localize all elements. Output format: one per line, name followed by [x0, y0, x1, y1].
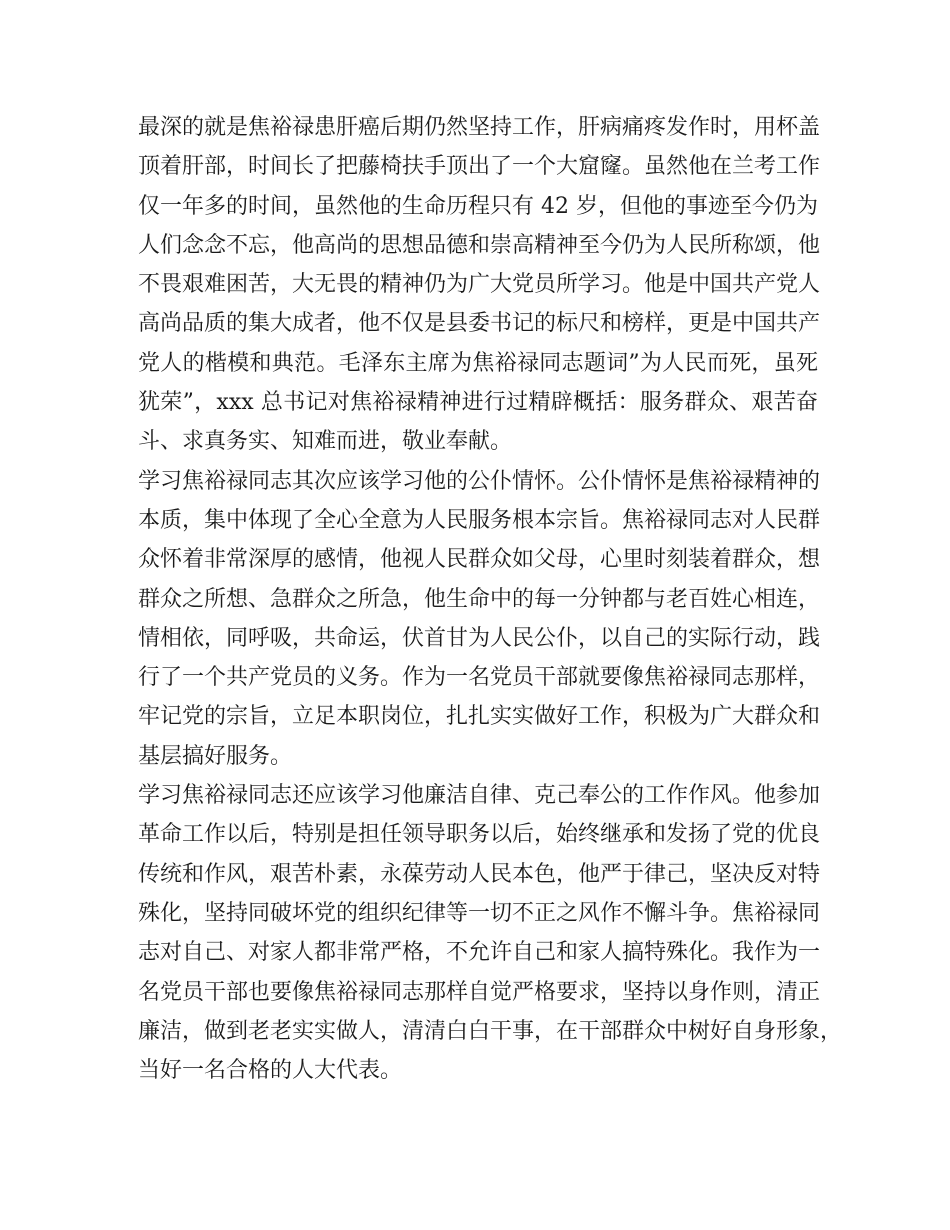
text-line: 廉洁，做到老老实实做人，清清白白干事，在干部群众中树好自身形象， [138, 1018, 843, 1044]
text-line: 顶着肝部，时间长了把藤椅扶手顶出了一个大窟窿。虽然他在兰考工作 [138, 154, 821, 180]
text-line: 学习焦裕禄同志还应该学习他廉洁自律、克己奉公的工作作风。他参加 [138, 783, 821, 809]
paragraph-end-line: 当好一名合格的人大代表。 [138, 1058, 403, 1084]
text-line: 众怀着非常深厚的感情，他视人民群众如父母，心里时刻装着群众，想 [138, 547, 821, 573]
text-line: 情相依，同呼吸，共命运，伏首甘为人民公仆，以自己的实际行动，践 [138, 625, 821, 651]
text-line: 犹荣”，xxx 总书记对焦裕禄精神进行过精辟概括：服务群众、艰苦奋 [138, 390, 818, 416]
text-line: 行了一个共产党员的义务。作为一名党员干部就要像焦裕禄同志那样， [138, 665, 821, 691]
text-line: 仅一年多的时间，虽然他的生命历程只有 42 岁，但他的事迹至今仍为 [138, 193, 818, 219]
text-line: 党人的楷模和典范。毛泽东主席为焦裕禄同志题词”为人民而死，虽死 [138, 350, 818, 376]
text-line: 人们念念不忘，他高尚的思想品德和崇高精神至今仍为人民所称颂，他 [138, 232, 821, 258]
text-line: 传统和作风，艰苦朴素，永葆劳动人民本色，他严于律己，坚决反对特 [138, 861, 821, 887]
text-line: 不畏艰难困苦，大无畏的精神仍为广大党员所学习。他是中国共产党人 [138, 272, 821, 298]
text-line: 高尚品质的集大成者，他不仅是县委书记的标尺和榜样，更是中国共产 [138, 311, 821, 337]
text-line: 志对自己、对家人都非常严格，不允许自己和家人搞特殊化。我作为一 [138, 940, 821, 966]
document-body [138, 108, 843, 1090]
text-line: 牢记党的宗旨，立足本职岗位，扎扎实实做好工作，积极为广大群众和 [138, 704, 821, 730]
text-line: 殊化，坚持同破坏党的组织纪律等一切不正之风作不懈斗争。焦裕禄同 [138, 900, 821, 926]
paragraph-end-line: 基层搞好服务。 [138, 743, 293, 769]
text-line: 最深的就是焦裕禄患肝癌后期仍然坚持工作，肝病痛疼发作时，用杯盖 [138, 115, 821, 140]
text-line: 群众之所想、急群众之所急，他生命中的每一分钟都与老百姓心相连， [138, 586, 821, 612]
text-line: 学习焦裕禄同志其次应该学习他的公仆情怀。公仆情怀是焦裕禄精神的 [138, 468, 821, 494]
text-line: 革命工作以后，特别是担任领导职务以后，始终继承和发扬了党的优良 [138, 822, 821, 848]
text-line: 名党员干部也要像焦裕禄同志那样自觉严格要求，坚持以身作则，清正 [138, 979, 821, 1005]
paragraph-end-line: 斗、求真务实、知难而进，敬业奉献。 [138, 429, 513, 455]
text-line: 本质，集中体现了全心全意为人民服务根本宗旨。焦裕禄同志对人民群 [138, 507, 821, 533]
